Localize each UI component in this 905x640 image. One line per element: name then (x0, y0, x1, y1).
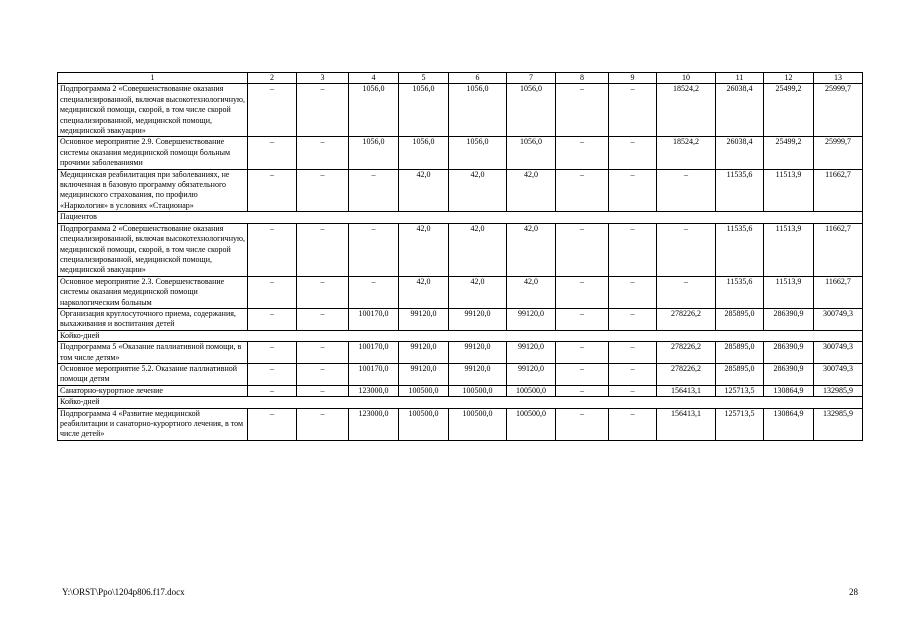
value-cell: – (349, 169, 399, 212)
row-label-cell: Медицинская реабилитация при заболеваниях, не включенная в базовую программу обязательного медицинского страхования, по профилю «Наркология» в условиях «Стационар» (58, 169, 248, 212)
column-number-cell: 1 (58, 73, 248, 84)
value-cell: 42,0 (507, 223, 556, 276)
table-row (58, 385, 863, 396)
value-cell: – (556, 276, 609, 308)
column-number-cell: 7 (507, 73, 556, 84)
value-cell: – (609, 169, 657, 212)
value-cell: – (349, 223, 399, 276)
value-cell: – (297, 308, 349, 330)
value-cell: 99120,0 (399, 342, 449, 364)
value-cell: 11535,6 (716, 223, 764, 276)
row-label-cell: Подпрограмма 2 «Совершенствование оказания специализированной, включая высокотехнологичную, медицинской помощи, скорой, в том числе скорой специализированной, медицинской помощи, медицинской эвакуации» (58, 84, 248, 137)
value-cell: 278226,2 (657, 342, 716, 364)
value-cell: 99120,0 (507, 308, 556, 330)
value-cell: 100170,0 (349, 363, 399, 385)
value-cell: 123000,0 (349, 408, 399, 440)
value-cell: 18524,2 (657, 137, 716, 169)
value-cell: 42,0 (399, 223, 449, 276)
value-cell: 26038,4 (716, 137, 764, 169)
value-cell: 1056,0 (399, 84, 449, 137)
value-cell: – (556, 342, 609, 364)
value-cell: – (248, 408, 297, 440)
value-cell: 132985,9 (814, 408, 863, 440)
value-cell: – (248, 223, 297, 276)
value-cell: – (609, 276, 657, 308)
value-cell: 156413,1 (657, 408, 716, 440)
table-row (58, 342, 863, 364)
unit-row (58, 212, 863, 223)
table-row (58, 408, 863, 440)
value-cell: 1056,0 (507, 137, 556, 169)
value-cell: – (297, 342, 349, 364)
row-label-cell: Подпрограмма 5 «Оказание паллиативной помощи, в том числе детям» (58, 342, 248, 364)
value-cell: 100500,0 (507, 408, 556, 440)
value-cell: 100500,0 (449, 385, 507, 396)
value-cell: – (657, 276, 716, 308)
column-number-cell: 8 (556, 73, 609, 84)
table-row (58, 84, 863, 137)
value-cell: 130864,9 (764, 408, 814, 440)
value-cell: 1056,0 (507, 84, 556, 137)
value-cell: 11513,9 (764, 169, 814, 212)
table-row (58, 308, 863, 330)
value-cell: – (297, 276, 349, 308)
value-cell: 99120,0 (449, 308, 507, 330)
value-cell: – (297, 223, 349, 276)
value-cell: – (556, 84, 609, 137)
unit-label: Койко-дней (58, 330, 863, 341)
value-cell: – (609, 363, 657, 385)
value-cell: 123000,0 (349, 385, 399, 396)
value-cell: 42,0 (507, 169, 556, 212)
value-cell: – (657, 169, 716, 212)
table-row (58, 276, 863, 308)
value-cell: 1056,0 (399, 137, 449, 169)
value-cell: – (248, 363, 297, 385)
value-cell: – (297, 363, 349, 385)
value-cell: – (609, 408, 657, 440)
value-cell: 99120,0 (449, 363, 507, 385)
value-cell: – (248, 137, 297, 169)
value-cell: – (297, 408, 349, 440)
column-number-cell: 13 (814, 73, 863, 84)
value-cell: 100170,0 (349, 342, 399, 364)
value-cell: – (556, 385, 609, 396)
column-number-cell: 9 (609, 73, 657, 84)
value-cell: 42,0 (399, 276, 449, 308)
value-cell: 11662,7 (814, 169, 863, 212)
row-label-cell: Санаторно-курортное лечение (58, 385, 248, 396)
value-cell: 278226,2 (657, 363, 716, 385)
value-cell: 100500,0 (399, 385, 449, 396)
value-cell: 286390,9 (764, 308, 814, 330)
column-number-cell: 2 (248, 73, 297, 84)
value-cell: 100500,0 (399, 408, 449, 440)
value-cell: – (297, 137, 349, 169)
value-cell: 1056,0 (449, 84, 507, 137)
value-cell: – (349, 276, 399, 308)
value-cell: – (609, 223, 657, 276)
row-label-cell: Основное мероприятие 5.2. Оказание паллиативной помощи детям (58, 363, 248, 385)
row-label-cell: Основное мероприятие 2.9. Совершенствование системы оказания медицинской помощи больным прочими заболеваниями (58, 137, 248, 169)
value-cell: – (609, 308, 657, 330)
value-cell: 156413,1 (657, 385, 716, 396)
value-cell: – (609, 342, 657, 364)
value-cell: 11535,6 (716, 169, 764, 212)
value-cell: 11513,9 (764, 223, 814, 276)
value-cell: – (297, 169, 349, 212)
value-cell: 300749,3 (814, 363, 863, 385)
value-cell: 11513,9 (764, 276, 814, 308)
value-cell: 132985,9 (814, 385, 863, 396)
value-cell: 11662,7 (814, 276, 863, 308)
table-header-row (58, 73, 863, 84)
value-cell: – (248, 84, 297, 137)
row-label-cell: Основное мероприятие 2.3. Совершенствование системы оказания медицинской помощи наркологическим больным (58, 276, 248, 308)
column-number-cell: 11 (716, 73, 764, 84)
value-cell: 11662,7 (814, 223, 863, 276)
column-number-cell: 5 (399, 73, 449, 84)
footer-file-path: Y:\ORST\Ppo\1204p806.f17.docx (62, 587, 185, 597)
column-number-cell: 3 (297, 73, 349, 84)
data-table (57, 72, 863, 441)
value-cell: 1056,0 (349, 84, 399, 137)
column-number-cell: 6 (449, 73, 507, 84)
value-cell: 99120,0 (399, 308, 449, 330)
value-cell: 25999,7 (814, 84, 863, 137)
footer-page-number: 28 (849, 587, 858, 597)
value-cell: 42,0 (449, 223, 507, 276)
value-cell: – (556, 223, 609, 276)
value-cell: – (609, 84, 657, 137)
value-cell: 42,0 (399, 169, 449, 212)
unit-label: Пациентов (58, 212, 863, 223)
column-number-cell: 12 (764, 73, 814, 84)
value-cell: 1056,0 (349, 137, 399, 169)
row-label-cell: Подпрограмма 2 «Совершенствование оказания специализированной, включая высокотехнологичную, медицинской помощи, скорой, в том числе скорой специализированной, медицинской помощи, медицинской эвакуации» (58, 223, 248, 276)
value-cell: 278226,2 (657, 308, 716, 330)
value-cell: 25999,7 (814, 137, 863, 169)
value-cell: – (609, 137, 657, 169)
value-cell: 285895,0 (716, 308, 764, 330)
value-cell: – (248, 276, 297, 308)
column-number-cell: 10 (657, 73, 716, 84)
value-cell: – (556, 408, 609, 440)
value-cell: – (248, 385, 297, 396)
value-cell: 99120,0 (507, 342, 556, 364)
value-cell: 99120,0 (399, 363, 449, 385)
value-cell: 11535,6 (716, 276, 764, 308)
value-cell: – (556, 363, 609, 385)
unit-row (58, 330, 863, 341)
value-cell: 99120,0 (449, 342, 507, 364)
value-cell: 100170,0 (349, 308, 399, 330)
value-cell: 300749,3 (814, 342, 863, 364)
value-cell: 300749,3 (814, 308, 863, 330)
value-cell: 1056,0 (449, 137, 507, 169)
value-cell: – (248, 308, 297, 330)
value-cell: – (556, 308, 609, 330)
row-label-cell: Организация круглосуточного приема, содержания, выхаживания и воспитания детей (58, 308, 248, 330)
value-cell: 42,0 (507, 276, 556, 308)
value-cell: 286390,9 (764, 342, 814, 364)
value-cell: 18524,2 (657, 84, 716, 137)
table-row (58, 169, 863, 212)
value-cell: – (297, 385, 349, 396)
value-cell: 42,0 (449, 276, 507, 308)
value-cell: – (609, 385, 657, 396)
value-cell: 285895,0 (716, 342, 764, 364)
value-cell: 100500,0 (507, 385, 556, 396)
column-number-cell: 4 (349, 73, 399, 84)
table-row (58, 223, 863, 276)
value-cell: 99120,0 (507, 363, 556, 385)
value-cell: – (297, 84, 349, 137)
value-cell: 42,0 (449, 169, 507, 212)
value-cell: 285895,0 (716, 363, 764, 385)
value-cell: 25499,2 (764, 137, 814, 169)
value-cell: – (248, 342, 297, 364)
table-row (58, 363, 863, 385)
value-cell: 125713,5 (716, 385, 764, 396)
value-cell: 125713,5 (716, 408, 764, 440)
value-cell: – (657, 223, 716, 276)
value-cell: 25499,2 (764, 84, 814, 137)
value-cell: 286390,9 (764, 363, 814, 385)
value-cell: 26038,4 (716, 84, 764, 137)
value-cell: 100500,0 (449, 408, 507, 440)
value-cell: – (556, 137, 609, 169)
row-label-cell: Подпрограмма 4 «Развитие медицинской реабилитации и санаторно-курортного лечения, в том числе детей» (58, 408, 248, 440)
value-cell: 130864,9 (764, 385, 814, 396)
value-cell: – (248, 169, 297, 212)
unit-label: Койко-дней (58, 397, 863, 408)
unit-row (58, 397, 863, 408)
table-row (58, 137, 863, 169)
value-cell: – (556, 169, 609, 212)
